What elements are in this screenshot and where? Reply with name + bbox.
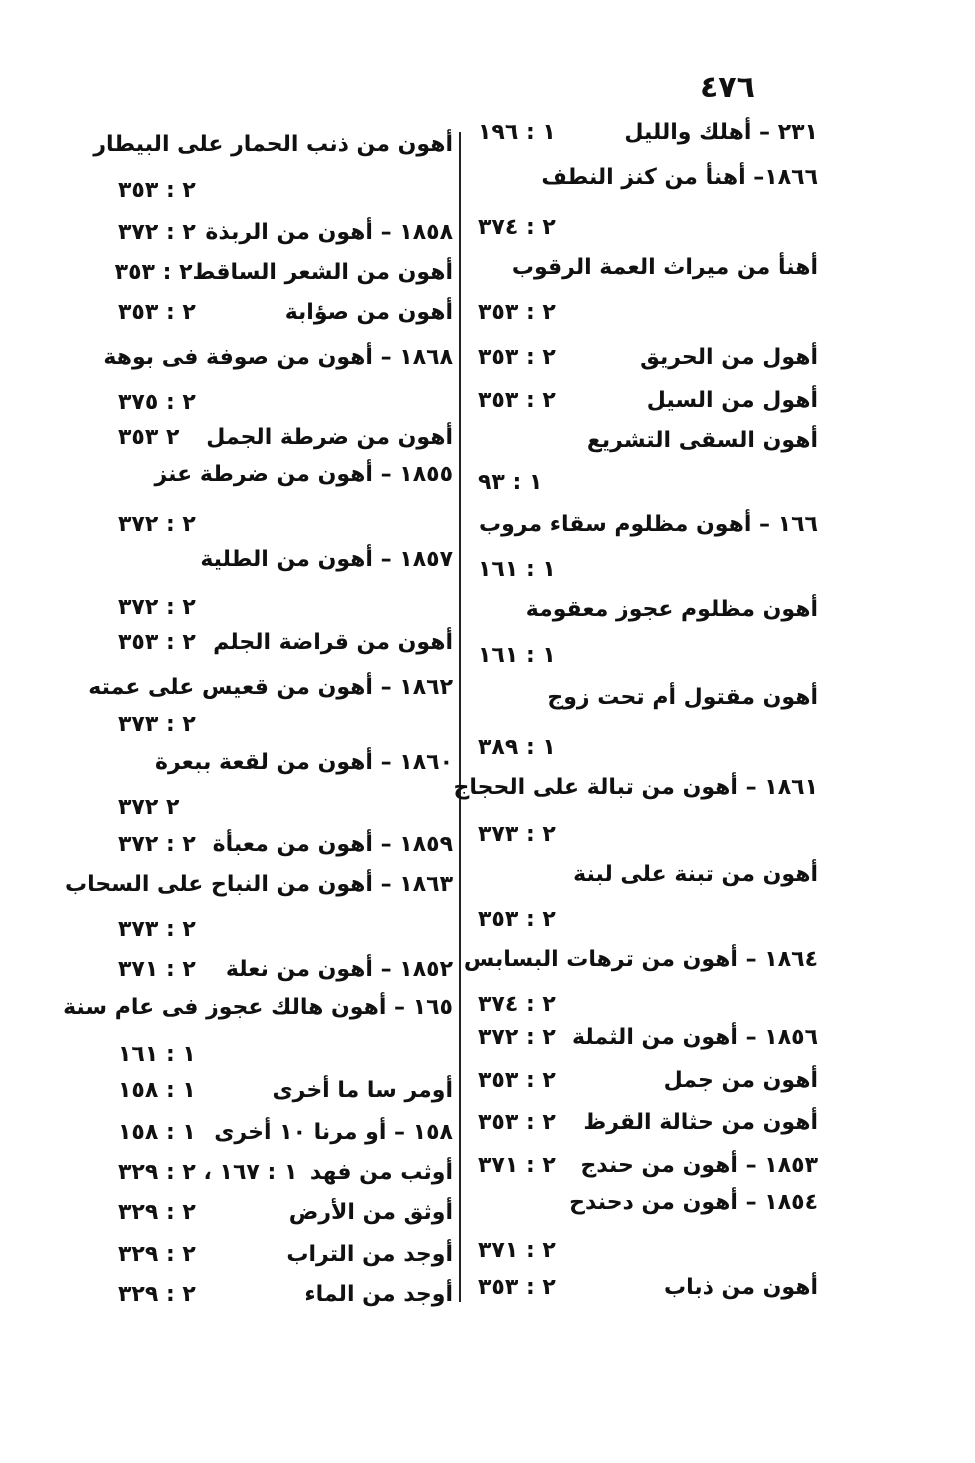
index-entry bbox=[478, 468, 818, 497]
index-entry bbox=[118, 460, 453, 489]
proverb-text: أهول من السيل bbox=[646, 388, 818, 413]
index-entry bbox=[478, 1108, 818, 1137]
index-entry bbox=[64, 870, 453, 899]
proverb-text: أوثب من فهد bbox=[309, 1160, 453, 1185]
proverb-text: أهون السقى التشريع bbox=[586, 428, 818, 453]
proverb-text: ١٨٥٥ – أهون من ضرطة عنز bbox=[154, 462, 453, 487]
volume-page-reference: ٢ : ٣٧٤ bbox=[478, 992, 556, 1017]
volume-page-reference: ٢ : ٣٥٣ bbox=[478, 1275, 556, 1300]
index-entry bbox=[118, 176, 453, 205]
volume-page-reference: ١ : ٩٣ bbox=[478, 470, 543, 495]
index-entry bbox=[114, 258, 453, 287]
volume-page-reference: ٢ : ٣٢٩ bbox=[118, 1282, 196, 1307]
proverb-text: أهون من الشعر الساقط bbox=[192, 260, 453, 285]
index-entry bbox=[478, 860, 818, 889]
proverb-text: أومر سا ما أخرى bbox=[272, 1078, 453, 1103]
index-entry bbox=[118, 1280, 453, 1309]
proverb-text: أهون من صؤابة bbox=[284, 300, 453, 325]
proverb-text: أهون من تبنة على لبنة bbox=[573, 862, 818, 887]
volume-page-reference: ٢ : ٣٧٢ bbox=[118, 220, 196, 245]
volume-page-reference: ٢ : ٣٥٣ bbox=[478, 300, 556, 325]
volume-page-reference: ٢ : ٣٧٢ bbox=[478, 1025, 556, 1050]
volume-page-reference: ٢ : ٣٥٣ bbox=[114, 260, 193, 285]
proverb-text: أوثق من الأرض bbox=[288, 1200, 453, 1225]
index-entry bbox=[463, 945, 818, 974]
index-entry bbox=[478, 1188, 818, 1217]
proverb-text: ١٨٥٢ – أهون من نعلة bbox=[225, 957, 453, 982]
proverb-text: أهون من حثالة القرظ bbox=[583, 1110, 818, 1135]
index-entry bbox=[478, 163, 818, 192]
proverb-text: ١٨٥٨ – أهون من الربذة bbox=[205, 220, 453, 245]
proverb-text: أهون من جمل bbox=[663, 1068, 818, 1093]
volume-page-reference: ٢ : ٣٥٣ bbox=[478, 1068, 556, 1093]
index-entry bbox=[118, 218, 453, 247]
proverb-text: أوجد من الماء bbox=[304, 1282, 453, 1307]
index-entry bbox=[88, 673, 453, 702]
volume-page-reference: ١ : ١٦١ bbox=[118, 1042, 196, 1067]
index-entry bbox=[478, 343, 818, 372]
proverb-text: ١٨٦٢ – أهون من قعيس على عمته bbox=[88, 675, 453, 700]
index-entry bbox=[478, 213, 818, 242]
index-entry bbox=[118, 955, 453, 984]
proverb-text: أهون من قراضة الجلم bbox=[213, 630, 453, 655]
proverb-text: ١٨٦٣ – أهون من النباح على السحاب bbox=[64, 872, 453, 897]
index-entry bbox=[478, 386, 818, 415]
volume-page-reference: ٢ : ٣٧١ bbox=[478, 1153, 556, 1178]
volume-page-reference: ٢ : ٣٧٢ bbox=[118, 595, 196, 620]
volume-page-reference: ١ : ١٦١ bbox=[478, 557, 556, 582]
proverb-text: أهون من ضرطة الجمل bbox=[206, 425, 453, 450]
index-entry bbox=[478, 905, 818, 934]
index-entry bbox=[118, 748, 453, 777]
proverb-text: ١٨٥٣ – أهون من حندج bbox=[580, 1153, 818, 1178]
index-entry bbox=[118, 710, 453, 739]
index-entry bbox=[478, 1273, 818, 1302]
left-column bbox=[63, 118, 453, 1318]
proverb-text: ٢٣١ – أهلك والليل bbox=[624, 120, 818, 145]
index-entry bbox=[118, 628, 453, 657]
volume-page-reference: ٢ : ٣٧١ bbox=[118, 957, 196, 982]
proverb-text: ١٨٥٩ – أهون من معبأة bbox=[212, 832, 453, 857]
index-entry bbox=[118, 545, 453, 574]
volume-page-reference: ٢ : ٣٧٢ bbox=[118, 512, 196, 537]
volume-page-reference: ٢ : ٣٥٣ bbox=[478, 388, 556, 413]
index-entry bbox=[478, 510, 818, 539]
index-entry bbox=[478, 595, 818, 624]
volume-page-reference: ٢ ٣٥٣ bbox=[118, 425, 180, 450]
index-entry bbox=[478, 1023, 818, 1052]
volume-page-reference: ٢ : ٣٥٣ bbox=[478, 907, 556, 932]
volume-page-reference: ١ : ١٦١ bbox=[478, 643, 556, 668]
proverb-text: ١٨٥٧ – أهون من الطلية bbox=[200, 547, 453, 572]
index-entry bbox=[118, 593, 453, 622]
index-entry bbox=[478, 1151, 818, 1180]
volume-page-reference: ٢ : ٣٧٣ bbox=[118, 917, 196, 942]
volume-page-reference: ٢ ٣٧٢ bbox=[118, 795, 180, 820]
index-entry bbox=[118, 388, 453, 417]
index-entry bbox=[478, 990, 818, 1019]
proverb-text: ١٨٥٦ – أهون من الثملة bbox=[572, 1025, 818, 1050]
proverb-text: أهول من الحريق bbox=[640, 345, 818, 370]
volume-page-reference: ١ : ١٥٨ bbox=[118, 1120, 196, 1145]
index-entry bbox=[118, 1240, 453, 1269]
index-entry bbox=[478, 641, 818, 670]
proverb-text: ١٦٦ – أهون مظلوم سقاء مروب bbox=[479, 512, 818, 537]
volume-page-reference: ٢ : ٣٥٣ bbox=[118, 300, 196, 325]
index-entry bbox=[478, 118, 818, 147]
volume-page-reference: ١ : ١٦٧ ، ٢ : ٣٢٩ bbox=[118, 1160, 298, 1185]
volume-page-reference: ٢ : ٣٧٥ bbox=[118, 390, 196, 415]
proverb-text: أهون من ذباب bbox=[663, 1275, 818, 1300]
index-entry bbox=[478, 253, 818, 282]
index-entry bbox=[478, 555, 818, 584]
index-entry bbox=[63, 993, 453, 1022]
volume-page-reference: ٢ : ٣٧٣ bbox=[478, 822, 556, 847]
proverb-text: أهون مقتول أم تحت زوج bbox=[547, 685, 818, 710]
volume-page-reference: ٢ : ٣٧٣ bbox=[118, 712, 196, 737]
proverb-text: أهون مظلوم عجوز معقومة bbox=[525, 597, 818, 622]
right-column bbox=[453, 118, 818, 1318]
volume-page-reference: ٢ : ٣٥٣ bbox=[118, 178, 196, 203]
proverb-text: ١٨٦٤ – أهون من ترهات البسابس bbox=[463, 947, 818, 972]
page-number: ٤٧٦ bbox=[700, 70, 755, 105]
volume-page-reference: ٢ : ٣٢٩ bbox=[118, 1242, 196, 1267]
volume-page-reference: ٢ : ٣٥٣ bbox=[478, 1110, 556, 1135]
index-entry bbox=[478, 1066, 818, 1095]
proverb-text: ١٨٦٠ – أهون من لقعة ببعرة bbox=[155, 750, 453, 775]
volume-page-reference: ١ : ٣٨٩ bbox=[478, 735, 556, 760]
index-entry bbox=[118, 915, 453, 944]
index-entry bbox=[478, 426, 818, 455]
index-entry bbox=[93, 130, 453, 159]
volume-page-reference: ٢ : ٣٢٩ bbox=[118, 1200, 196, 1225]
proverb-text: ١٨٦٨ – أهون من صوفة فى بوهة bbox=[103, 345, 453, 370]
volume-page-reference: ٢ : ٣٧١ bbox=[478, 1238, 556, 1263]
volume-page-reference: ٢ : ٣٥٣ bbox=[118, 630, 196, 655]
index-entry bbox=[478, 683, 818, 712]
proverb-text: ١٨٦٦– أهنأ من كنز النطف bbox=[541, 165, 818, 190]
index-entry bbox=[478, 1236, 818, 1265]
index-entry bbox=[118, 510, 453, 539]
index-entry bbox=[118, 793, 453, 822]
proverb-text: أوجد من التراب bbox=[286, 1242, 453, 1267]
volume-page-reference: ١ : ١٩٦ bbox=[478, 120, 556, 145]
index-entry bbox=[478, 298, 818, 327]
index-entry bbox=[453, 773, 818, 802]
index-entry bbox=[478, 820, 818, 849]
proverb-text: ١٨٦١ – أهون من تبالة على الحجاج bbox=[453, 775, 818, 800]
index-entry bbox=[118, 423, 453, 452]
volume-page-reference: ٢ : ٣٥٣ bbox=[478, 345, 556, 370]
index-entry bbox=[118, 298, 453, 327]
volume-page-reference: ٢ : ٣٧٤ bbox=[478, 215, 556, 240]
index-entry bbox=[103, 343, 453, 372]
index-entry bbox=[118, 830, 453, 859]
proverb-text: ١٥٨ – أو مرنا ١٠ أخرى bbox=[214, 1120, 453, 1145]
proverb-text: ١٨٥٤ – أهون من دحندح bbox=[569, 1190, 818, 1215]
index-entry bbox=[118, 1198, 453, 1227]
volume-page-reference: ١ : ١٥٨ bbox=[118, 1078, 196, 1103]
index-entry bbox=[118, 1158, 453, 1187]
column-divider bbox=[459, 132, 461, 1302]
proverb-text: أهون من ذنب الحمار على البيطار bbox=[93, 132, 453, 157]
volume-page-reference: ٢ : ٣٧٢ bbox=[118, 832, 196, 857]
index-entry bbox=[118, 1118, 453, 1147]
index-entry bbox=[118, 1076, 453, 1105]
proverb-text: ١٦٥ – أهون هالك عجوز فى عام سنة bbox=[63, 995, 453, 1020]
index-entry bbox=[478, 733, 818, 762]
index-entry bbox=[118, 1040, 453, 1069]
proverb-text: أهنأ من ميراث العمة الرقوب bbox=[511, 255, 818, 280]
